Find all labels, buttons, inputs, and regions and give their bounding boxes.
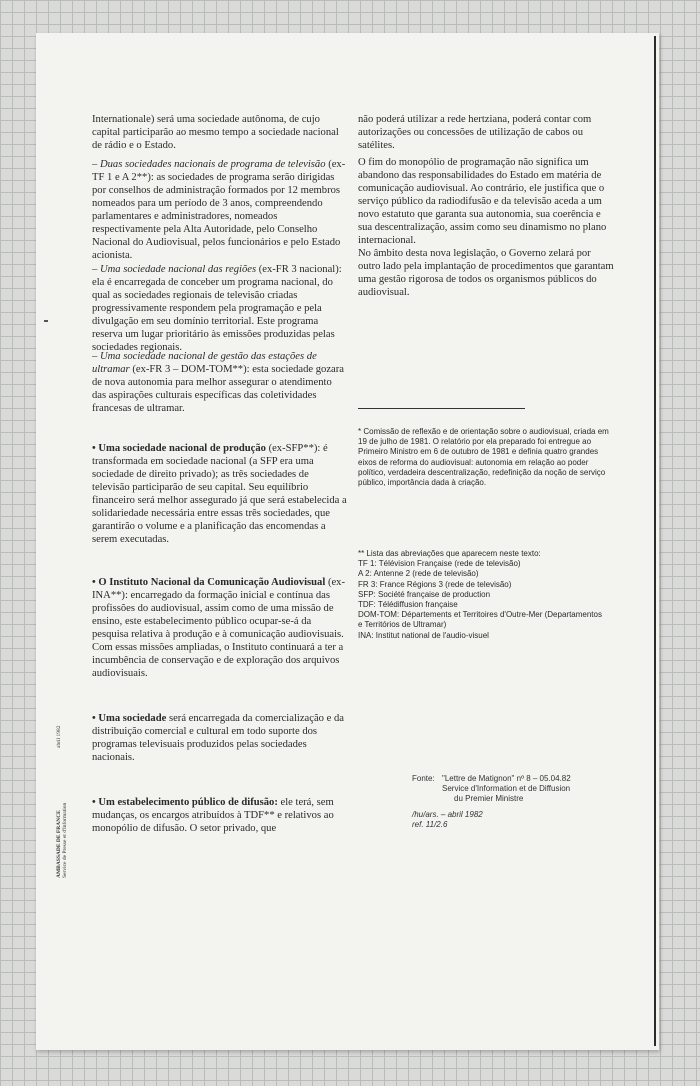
right-para-2-text: O fim do monopólio de programação não significa um abandono das responsabilidades do Estado em matéria de comunicação audiovisual. Ao contrário, ele justifica que o serviço público da radiodifusão e da televisão aceda a um novo estatuto que garanta sua autonomia, sua coerência e sua descentralização, assim como seu dinamismo no plano internacional.: [358, 157, 607, 246]
right-para-2: [358, 156, 614, 247]
footnote-separator: [358, 408, 525, 409]
left-para-2-body: (ex-TF 1 e A 2**): as sociedades de programa serão dirigidas por conselhos de administração formados por 12 membros nomeados para um período de 3 anos, compreendendo parlamentares e administradores, nomeados respectivamente pela Alta Autoridade, pelo Conselho Nacional do Audiovisual, pelos funcionários e pelo Estado acionista.: [92, 159, 346, 261]
right-para-3-text: No âmbito desta nova legislação, o Governo zelará por outro lado pela implantação de procedimentos que garantam uma gestão rigorosa de todos os organismos públicos do audiovisual.: [358, 248, 614, 298]
left-para-3: [92, 263, 347, 354]
left-para-5-body: (ex-SFP**): é transformada em sociedade nacional (a SFP era uma sociedade de direito privado); as três sociedades de televisão participarão de seu capital. Seu equilíbrio financeiro será melhor assegurado já que será estabelecida a solidariedade necessária entre essas três sociedades, que garantirão o volume e a planificação das encomendas a serem executadas.: [92, 443, 347, 545]
abbreviation-item: FR 3: France Régions 3 (rede de televisão): [358, 579, 512, 589]
source-line-2: Service d'Information et de Diffusion: [442, 784, 571, 793]
left-para-3-body: (ex-FR 3 nacional): ela é encarregada de conceber um programa nacional, do qual as sociedades regionais de televisão criadas progressivamente respondem pela programação e pela divulgação em seu domínio territorial. Este programa reserva um lugar prioritário às emissões produzidas pelas sociedades regionais.: [92, 264, 342, 353]
margin-embassy: AMBASSADE DE FRANCE: [56, 810, 62, 878]
abbreviation-list-title: ** Lista das abreviações que aparecem neste texto:: [358, 549, 541, 558]
left-para-2: [92, 158, 347, 262]
left-para-8-body: ele terá, sem mudanças, os encargos atribuídos à TDF** e relativos ao monopólio de difusão. O setor privado, que: [92, 797, 334, 834]
left-para-7-title: • Uma sociedade: [92, 713, 167, 724]
source-line-1: "Lettre de Matignon" nº 8 – 05.04.82: [442, 774, 571, 783]
reference-line-1: /hu/ars. – abril 1982: [412, 810, 483, 819]
left-para-4: [92, 350, 347, 415]
abbreviation-item: TF 1: Télévision Française (rede de televisão): [358, 559, 521, 569]
left-para-1-text: Internationale) será uma sociedade autônoma, de cujo capital participarão ao mesmo tempo a sociedade nacional de rádio e o Estado.: [92, 114, 339, 151]
left-para-6: [92, 576, 347, 680]
left-para-5-title: • Uma sociedade nacional de produção: [92, 443, 266, 454]
left-para-7: [92, 712, 347, 764]
left-para-8-title: • Um estabelecimento público de difusão:: [92, 797, 278, 808]
left-para-5: [92, 442, 347, 546]
right-para-1-text: não poderá utilizar a rede hertziana, poderá contar com autorizações ou concessões de utilização de cabos ou satélites.: [358, 114, 592, 151]
margin-date: abril 1982: [56, 725, 62, 748]
left-para-8: [92, 796, 347, 835]
source-label: Fonte:: [412, 774, 435, 783]
footnote-commission-text: * Comissão de reflexão e de orientação sobre o audiovisual, criada em 19 de julho de 1981. O relatório por ela preparado foi entregue ao Primeiro Ministro em 6 de outubro de 1981 e definia quatro grandes eixos de reforma do audiovisual: autonomia em relação ao poder político, verdadeira descentralização, redefinição da noção de serviço público, importância dada à criação.: [358, 427, 609, 488]
left-para-4-title: – Uma sociedade nacional de gestão das estações de ultramar: [92, 351, 317, 375]
reference-line-2: ref. 11/2.6: [412, 820, 448, 829]
footnote-commission: [358, 427, 614, 488]
left-para-3-title: – Uma sociedade nacional das regiões: [92, 264, 257, 275]
abbreviation-list: [358, 549, 614, 641]
right-para-3: [358, 247, 614, 299]
left-para-6-title: • O Instituto Nacional da Comunicação Audiovisual: [92, 577, 326, 588]
left-para-7-body: será encarregada da comercialização e da distribuição comercial e cultural em todo suporte dos programas televisuais produzidos pelas sociedades nacionais.: [92, 713, 344, 763]
punch-mark: [44, 320, 48, 322]
left-para-2-title: – Duas sociedades nacionais de programa de televisão: [92, 159, 326, 170]
right-para-1: [358, 113, 614, 152]
abbreviation-item: TDF: Télédiffusion française: [358, 600, 458, 610]
margin-imprint: [56, 718, 68, 878]
abbreviation-item: DOM-TOM: Départements et Territoires d'Outre-Mer (Departamentos e Territórios de Ultramar): [358, 610, 602, 630]
abbreviation-item: A 2: Antenne 2 (rede de televisão): [358, 569, 479, 579]
left-para-6-body: (ex-INA**): encarregado da formação inicial e contínua das profissões do audiovisual, assim como de uma missão de ensino, este estabelecimento público ocupar-se-á da pesquisa relativa à produção e à comunicação audiovisuais. Com essas missões ampliadas, o Instituto continuará a ter a incumbência de conservação e de exploração dos arquivos audiovisuais.: [92, 577, 345, 679]
paper-edge: [654, 36, 656, 1046]
margin-service: Service de Presse et d'Information: [62, 802, 68, 878]
abbreviation-item: INA: Institut national de l'audio-visuel: [358, 630, 489, 640]
source-line-3: du Premier Ministre: [454, 794, 524, 803]
left-para-4-body: (ex-FR 3 – DOM-TOM**): esta sociedade gozara de nova autonomia para melhor assegurar o atendimento das aspirações culturais específicas das coletividades francesas de ultramar.: [92, 364, 344, 414]
left-para-1: [92, 113, 347, 152]
abbreviation-item: SFP: Société française de production: [358, 589, 491, 599]
